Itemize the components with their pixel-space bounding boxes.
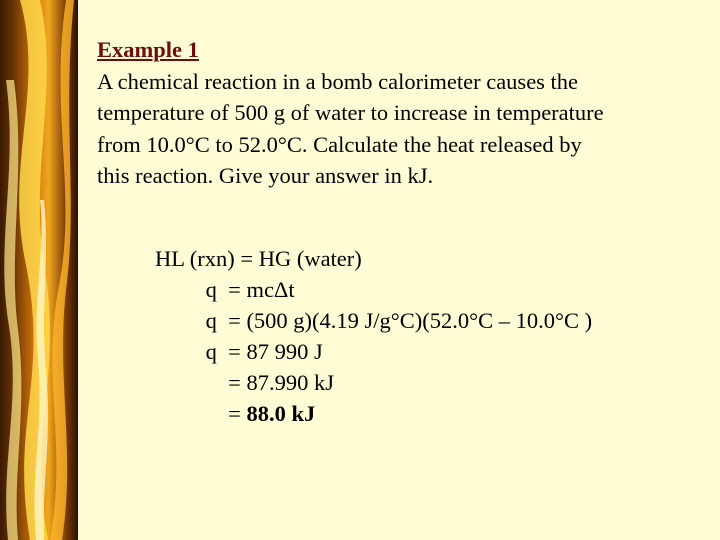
problem-block: [97, 34, 697, 192]
work-line-4: q = 87 990 J: [155, 339, 323, 364]
work-line-2: q = mcΔt: [155, 277, 295, 302]
final-answer-line: [155, 398, 592, 429]
final-answer: 88.0 kJ: [246, 401, 316, 426]
solution-work: [155, 243, 592, 429]
flame-decoration: [0, 0, 78, 540]
final-prefix: =: [155, 401, 247, 426]
flame-graphic: [0, 0, 78, 540]
work-line-1: HL (rxn) = HG (water): [155, 246, 362, 271]
problem-line-3: from 10.0°C to 52.0°C. Calculate the heat released by: [97, 131, 582, 157]
work-line-5: = 87.990 kJ: [155, 370, 334, 395]
work-line-3: q = (500 g)(4.19 J/g°C)(52.0°C – 10.0°C ): [155, 308, 593, 333]
problem-line-2: temperature of 500 g of water to increase in temperature: [97, 100, 604, 125]
problem-line-4: this reaction. Give your answer in kJ.: [97, 163, 434, 188]
problem-line-1: A chemical reaction in a bomb calorimeter causes the: [97, 68, 579, 94]
example-heading: Example 1: [97, 37, 199, 62]
